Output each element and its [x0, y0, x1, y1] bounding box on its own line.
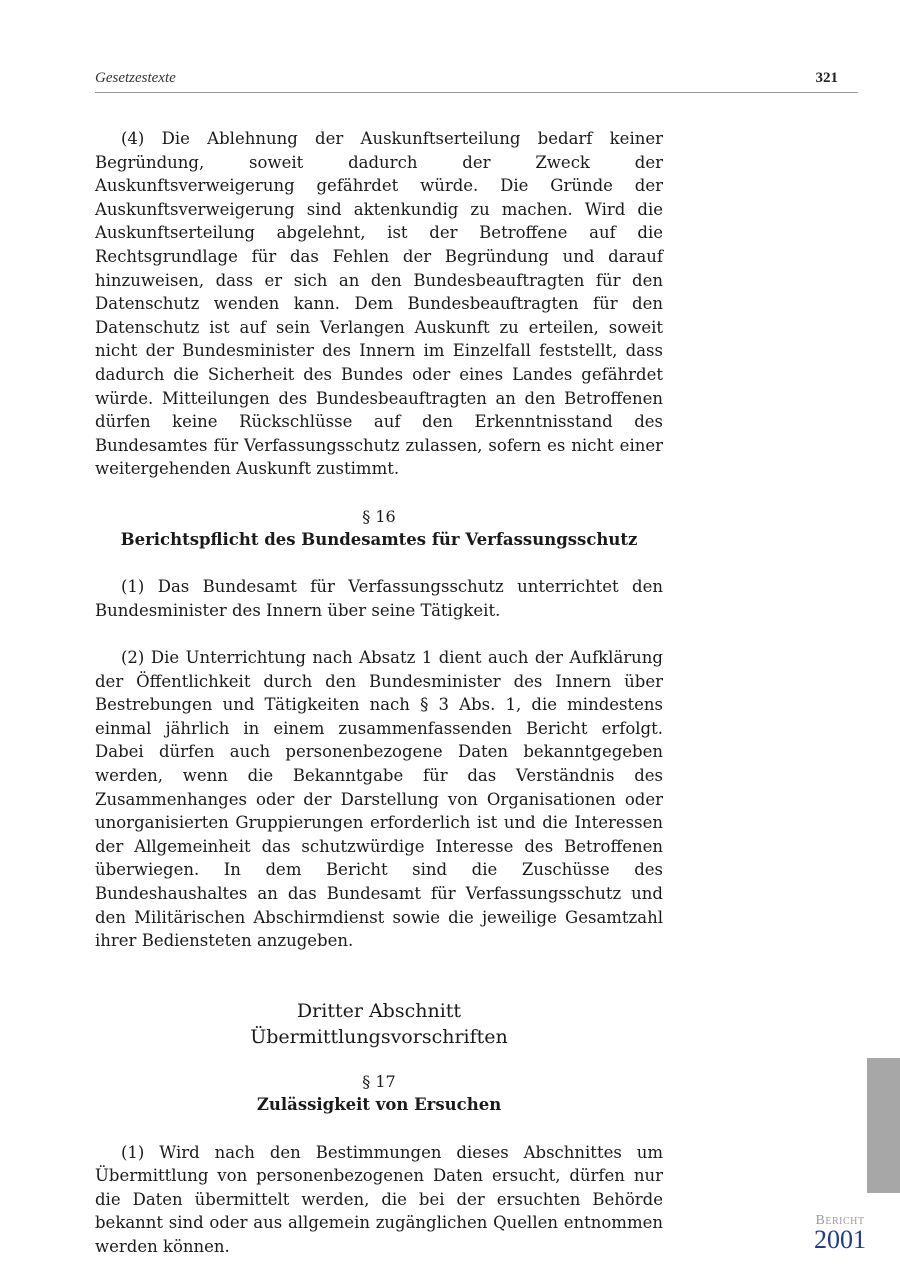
paragraph-16-1: (1) Das Bundesamt für Verfassungsschutz unterrichtet den Bundesminister des Innern über seine Tätigkeit.: [95, 577, 663, 620]
chapter-title-line2: Übermittlungsvorschriften: [250, 1025, 508, 1048]
paragraph-15-4: (4) Die Ablehnung der Auskunftserteilung bedarf keiner Begründung, soweit dadurch der Zweck der Auskunftsverweigerung gefährdet würde. Die Gründe der Auskunftsverweigerung sind aktenkundig zu machen. Wird die Auskunftserteilung abgelehnt, ist der Betroffene auf die Rechtsgrundlage für das Fehlen der Begründung und darauf hinzuweisen, dass er sich an den Bundesbeauftragten für den Datenschutz wenden kann. Dem Bundesbeauftragten für den Datenschutz ist auf sein Verlangen Auskunft zu erteilen, soweit nicht der Bundesminister des Innern im Einzelfall feststellt, dass dadurch die Sicherheit des Bundes oder eines Landes gefährdet würde. Mitteilungen des Bundesbeauftragten an den Betroffenen dürfen keine Rückschlüsse auf den Erkenntnisstand des Bundesamtes für Verfassungsschutz zulassen, sofern es nicht einer weitergehenden Auskunft zustimmt.: [95, 129, 663, 479]
page-header: [95, 70, 858, 93]
section-title-17: Zulässigkeit von Ersuchen: [256, 1095, 502, 1115]
report-logo-word: Bericht: [815, 1213, 865, 1228]
chapter-title-line1: Dritter Abschnitt: [296, 999, 462, 1022]
paragraph-16-2: (2) Die Unterrichtung nach Absatz 1 dient auch der Aufklärung der Öffentlichkeit durch den Bundesminister des Innern über Bestrebungen und Tätigkeiten nach § 3 Abs. 1, die mindestens einmal jährlich in einem zusammenfassenden Bericht erfolgt. Dabei dürfen auch personenbezogene Daten bekanntgegeben werden, wenn die Bekanntgabe für das Verständnis des Zusammenhanges oder der Darstellung von Organisationen oder unorganisierten Gruppierungen erforderlich ist und die Interessen der Allgemeinheit das schutzwürdige Interesse des Betroffenen überwiegen. In dem Bericht sind die Zuschüsse des Bundeshaushaltes an das Bundesamt für Verfassungsschutz und den Militärischen Abschirmdienst sowie die jeweilige Gesamtzahl ihrer Bediensteten anzugeben.: [95, 648, 663, 951]
running-title: Gesetzestexte: [95, 70, 176, 86]
section-title-16: Berichtspflicht des Bundesamtes für Verfassungsschutz: [120, 530, 638, 550]
section-number-16: § 16: [362, 506, 396, 526]
paragraph-17-1: (1) Wird nach den Bestimmungen dieses Abschnittes um Übermittlung von personenbezogenen Daten ersucht, dürfen nur die Daten übermittelt werden, die bei der ersuchten Behörde bekannt sind oder aus allgemein zugänglichen Quellen entnommen werden können.: [95, 1142, 663, 1256]
page-content: [95, 127, 663, 1259]
chapter-thumb-tab: [867, 1058, 900, 1193]
report-logo: [804, 1213, 876, 1254]
section-number-17: § 17: [362, 1071, 396, 1091]
report-logo-year: 2001: [814, 1225, 866, 1254]
page-number: 321: [815, 70, 838, 86]
